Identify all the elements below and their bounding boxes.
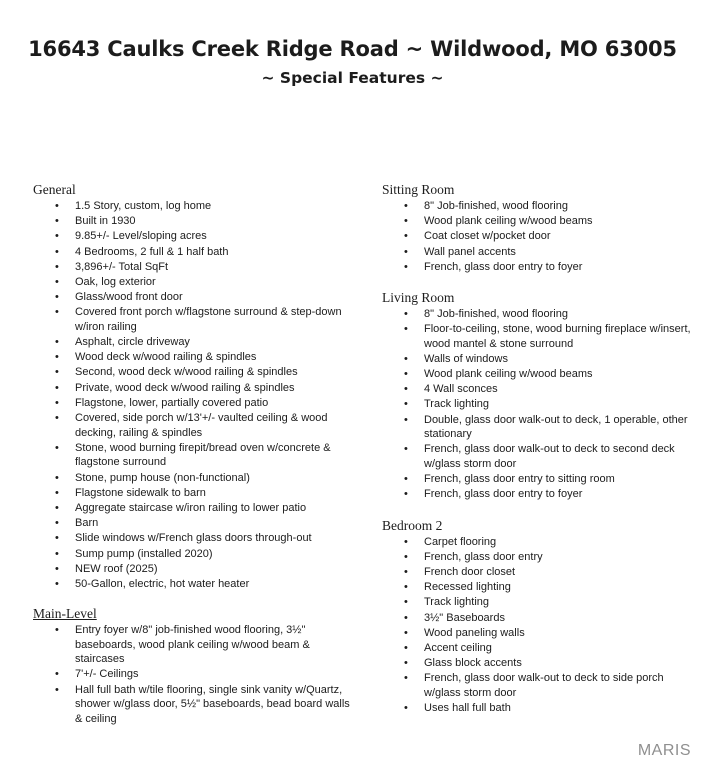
list-item: • Coat closet w/pocket door: [382, 229, 692, 244]
list-item: • Wood paneling walls: [382, 626, 692, 641]
section-heading-main-level: Main-Level: [33, 606, 97, 622]
list-item: • Stone, pump house (non-functional): [33, 471, 353, 486]
list-item: • 7'+/- Ceilings: [33, 667, 353, 682]
list-item: • Floor-to-ceiling, stone, wood burning fireplace w/insert, wood mantel & stone surround: [382, 322, 692, 351]
list-item: • Slide windows w/French glass doors through-out: [33, 531, 353, 546]
list-item: • Second, wood deck w/wood railing & spindles: [33, 365, 353, 380]
list-item: • Wood plank ceiling w/wood beams: [382, 214, 692, 229]
list-item: • 9.85+/- Level/sloping acres: [33, 229, 353, 244]
list-item: • Entry foyer w/8" job-finished wood flooring, 3½" baseboards, wood plank ceiling w/wood beam & staircases: [33, 623, 353, 667]
page-title: 16643 Caulks Creek Ridge Road ~ Wildwood, MO 63005: [28, 37, 677, 61]
list-item: • French door closet: [382, 565, 692, 580]
maris-watermark: MARIS: [637, 742, 691, 759]
list-item: • 50-Gallon, electric, hot water heater: [33, 577, 353, 592]
section-heading-general: General: [33, 182, 76, 197]
section-sitting-room: [382, 181, 692, 274]
list-item: • Hall full bath w/tile flooring, single sink vanity w/Quartz, shower w/glass door, 5½" baseboards, bead board walls & ceiling: [33, 683, 353, 727]
list-item: • French, glass door entry: [382, 550, 692, 565]
list-item: • Glass/wood front door: [33, 290, 353, 305]
section-heading-sitting-room: Sitting Room: [382, 182, 455, 197]
list-item: • French, glass door walk-out to deck to side porch w/glass storm door: [382, 671, 692, 700]
list-item: • 1.5 Story, custom, log home: [33, 199, 353, 214]
list-item: • Flagstone sidewalk to barn: [33, 486, 353, 501]
list-item: • French, glass door walk-out to deck to second deck w/glass storm door: [382, 442, 692, 471]
list-item: • Oak, log exterior: [33, 275, 353, 290]
list-item: • NEW roof (2025): [33, 562, 353, 577]
list-item: • Wood deck w/wood railing & spindles: [33, 350, 353, 365]
list-item: • Carpet flooring: [382, 535, 692, 550]
list-item: • Double, glass door walk-out to deck, 1 operable, other stationary: [382, 413, 692, 442]
list-item: • Track lighting: [382, 397, 692, 412]
list-item: • Asphalt, circle driveway: [33, 335, 353, 350]
list-item: • Sump pump (installed 2020): [33, 547, 353, 562]
list-item: • French, glass door entry to foyer: [382, 260, 692, 275]
section-general: [33, 181, 353, 592]
list-item: • Wood plank ceiling w/wood beams: [382, 367, 692, 382]
section-heading-bedroom-2: Bedroom 2: [382, 517, 443, 533]
living-room-list: [382, 307, 692, 502]
general-list: [33, 199, 353, 592]
list-item: • Covered front porch w/flagstone surround & step-down w/iron railing: [33, 305, 353, 334]
list-item: • Track lighting: [382, 595, 692, 610]
list-item: • Glass block accents: [382, 656, 692, 671]
main-level-list: [33, 623, 353, 726]
list-item: • Uses hall full bath: [382, 701, 692, 716]
list-item: • 3,896+/- Total SqFt: [33, 260, 353, 275]
section-heading-living-room: Living Room: [382, 289, 455, 305]
list-item: • Wall panel accents: [382, 245, 692, 260]
list-item: • Barn: [33, 516, 353, 531]
list-item: • Aggregate staircase w/iron railing to lower patio: [33, 501, 353, 516]
section-living-room: [382, 289, 692, 502]
list-item: • French, glass door entry to sitting room: [382, 472, 692, 487]
list-item: • Stone, wood burning firepit/bread oven w/concrete & flagstone surround: [33, 441, 353, 470]
list-item: • 4 Bedrooms, 2 full & 1 half bath: [33, 245, 353, 260]
left-column: [33, 181, 353, 727]
list-item: • 8" Job-finished, wood flooring: [382, 199, 692, 214]
list-item: • Walls of windows: [382, 352, 692, 367]
section-bedroom-2: [382, 517, 692, 716]
sitting-room-list: [382, 199, 692, 274]
page-subtitle: ~ Special Features ~: [261, 69, 444, 87]
list-item: • Flagstone, lower, partially covered patio: [33, 396, 353, 411]
bedroom-2-list: [382, 535, 692, 716]
list-item: • Accent ceiling: [382, 641, 692, 656]
list-item: • 8" Job-finished, wood flooring: [382, 307, 692, 322]
list-item: • 4 Wall sconces: [382, 382, 692, 397]
list-item: • Private, wood deck w/wood railing & spindles: [33, 381, 353, 396]
list-item: • 3½" Baseboards: [382, 611, 692, 626]
list-item: • Recessed lighting: [382, 580, 692, 595]
section-main-level: [33, 605, 353, 726]
list-item: • French, glass door entry to foyer: [382, 487, 692, 502]
list-item: • Built in 1930: [33, 214, 353, 229]
list-item: • Covered, side porch w/13'+/- vaulted ceiling & wood decking, railing & spindles: [33, 411, 353, 440]
right-column: [382, 181, 692, 716]
